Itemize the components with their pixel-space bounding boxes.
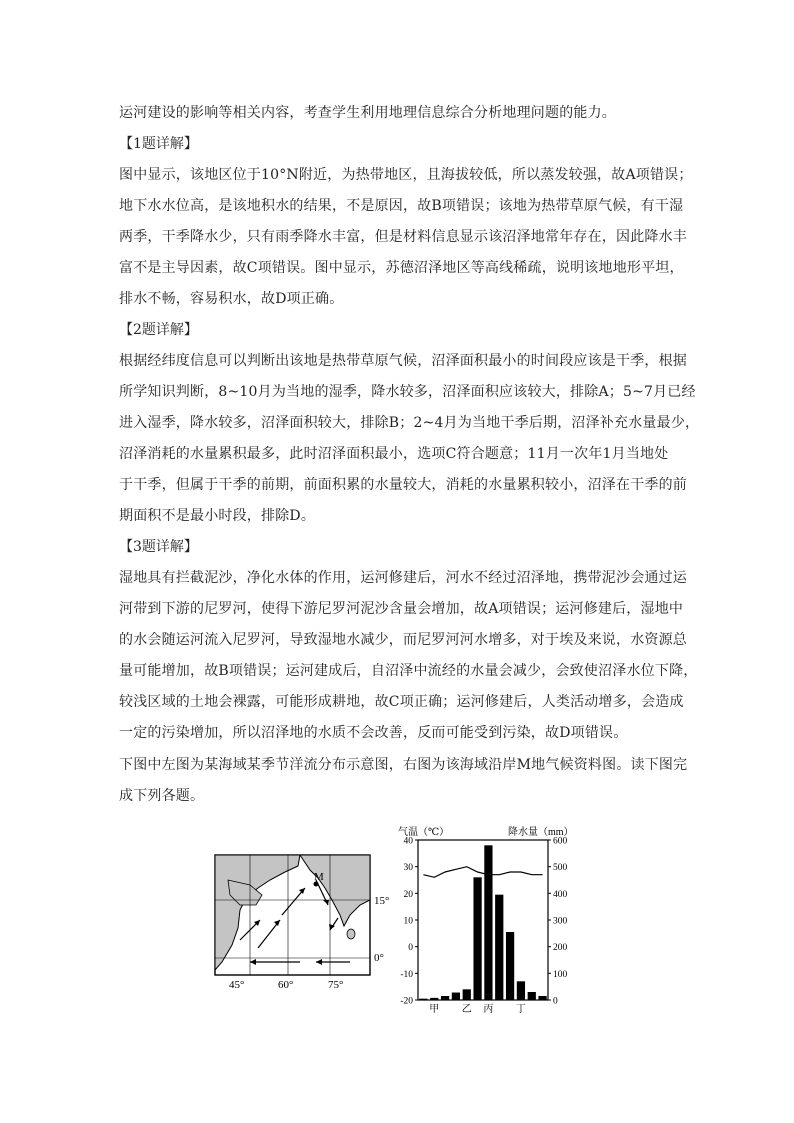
precip-bar-month-5 bbox=[463, 989, 471, 1000]
month-label: 丙 bbox=[483, 1004, 494, 1015]
temp-axis-label: 气温（℃） bbox=[398, 827, 450, 838]
lon-label-75: 75° bbox=[328, 979, 344, 991]
paragraph-line: 排水不畅，容易积水，故D项正确。 bbox=[119, 291, 344, 307]
precip-tick-label: 0 bbox=[553, 996, 558, 1007]
temp-tick-label: 40 bbox=[403, 836, 413, 847]
precip-tick-label: 300 bbox=[553, 916, 568, 927]
paragraph-line: 所学知识判断，8~10月为当地的湿季，降水较多，沼泽面积应该较大，排除A；5~7月已经 bbox=[119, 384, 696, 400]
temp-tick-label: 30 bbox=[403, 863, 413, 874]
paragraph-line: 湿地具有拦截泥沙，净化水体的作用，运河修建后，河水不经过沼泽地，携带泥沙会通过运 bbox=[119, 570, 687, 586]
climate-chart bbox=[398, 825, 574, 1015]
landmass-sri-lanka bbox=[347, 929, 355, 939]
precip-bar-month-3 bbox=[441, 996, 449, 1000]
month-label: 乙 bbox=[461, 1004, 472, 1015]
temp-tick-label: -20 bbox=[400, 996, 413, 1007]
precip-bar-month-11 bbox=[528, 992, 536, 1000]
precip-tick-label: 200 bbox=[553, 943, 568, 954]
paragraph-line: 进入湿季，降水较多，沼泽面积较大，排除B；2~4月为当地干季后期，沼泽补充水量最少， bbox=[119, 415, 700, 431]
paragraph-line: 运河建设的影响等相关内容，考查学生利用地理信息综合分析地理问题的能力。 bbox=[119, 105, 616, 121]
precip-bar-month-10 bbox=[517, 981, 525, 1000]
precip-axis-label: 降水量（mm） bbox=[508, 827, 574, 838]
paragraph-line: 较浅区域的土地会裸露，可能形成耕地，故C项正确；运河修建后，人类活动增多，会造成 bbox=[119, 694, 684, 710]
precip-bar-month-7 bbox=[484, 845, 492, 1000]
precip-bar-month-4 bbox=[452, 993, 460, 1000]
question-intro-line: 成下列各题。 bbox=[119, 788, 205, 804]
precip-tick-label: 100 bbox=[553, 969, 568, 980]
section-heading-3: 【3题详解】 bbox=[119, 539, 198, 555]
precip-tick-label: 600 bbox=[553, 836, 568, 847]
temp-tick-group bbox=[400, 837, 418, 1007]
temp-tick-label: -10 bbox=[400, 969, 413, 980]
point-m-label: M bbox=[314, 871, 324, 883]
precip-bar-month-1 bbox=[419, 999, 427, 1000]
precip-bar-month-12 bbox=[538, 996, 546, 1000]
temp-tick-label: 20 bbox=[403, 889, 413, 900]
precip-tick-label: 500 bbox=[553, 863, 568, 874]
paragraph-line: 沼泽消耗的水量累积最多，此时沼泽面积最小，选项C符合题意；11月一次年1月当地处 bbox=[119, 446, 669, 462]
section-heading-1: 【1题详解】 bbox=[119, 136, 198, 152]
paragraph-line: 图中显示，该地区位于10°N附近，为热带地区，且海拔较低，所以蒸发较强，故A项错误； bbox=[119, 167, 693, 183]
lon-label-60: 60° bbox=[278, 979, 294, 991]
temp-tick-label: 0 bbox=[408, 943, 413, 954]
precip-tick-group bbox=[548, 837, 568, 1007]
temp-tick-label: 10 bbox=[403, 916, 413, 927]
question-intro-line: 下图中左图为某海域某季节洋流分布示意图，右图为该海域沿岸M地气候资料图。读下图完 bbox=[119, 757, 688, 773]
precip-bar-month-6 bbox=[473, 877, 481, 1000]
ocean-current-map bbox=[215, 855, 389, 991]
paragraph-line: 河带到下游的尼罗河，使得下游尼罗河泥沙含量会增加，故A项错误；运河修建后，湿地中 bbox=[119, 601, 684, 617]
month-label: 丁 bbox=[515, 1004, 526, 1015]
paragraph-line: 根据经纬度信息可以判断出该地是热带草原气候，沼泽面积最小的时间段应该是干季，根据 bbox=[119, 353, 687, 369]
paragraph-line: 两季，干季降水少，只有雨季降水丰富，但是材料信息显示该沼泽地常年存在，因此降水丰 bbox=[119, 229, 687, 245]
precip-bars bbox=[419, 845, 546, 1000]
lat-label-0: 0° bbox=[374, 952, 384, 964]
paragraph-line: 期面积不是最小时段，排除D。 bbox=[119, 508, 316, 524]
temperature-line bbox=[423, 867, 542, 878]
paragraph-line: 的水会随运河流入尼罗河，导致湿地水减少，而尼罗河河水增多，对于埃及来说，水资源总 bbox=[119, 632, 687, 648]
lat-label-15: 15° bbox=[374, 895, 390, 907]
precip-tick-label: 400 bbox=[553, 889, 568, 900]
paragraph-line: 地下水水位高，是该地积水的结果，不是原因，故B项错误；该地为热带草原气候，有干湿 bbox=[119, 198, 684, 214]
month-label: 甲 bbox=[429, 1004, 440, 1015]
precip-bar-month-8 bbox=[495, 895, 503, 1000]
paragraph-line: 量可能增加，故B项错误；运河建成后，自沼泽中流经的水量会减少，会致使沼泽水位下降， bbox=[119, 663, 698, 679]
precip-bar-month-2 bbox=[430, 998, 438, 1000]
precip-bar-month-9 bbox=[506, 932, 514, 1000]
lon-label-45: 45° bbox=[229, 979, 245, 991]
paragraph-line: 于干季，但属于干季的前期，前面积累的水量较大，消耗的水量累积较小，沼泽在干季的前 bbox=[119, 477, 687, 493]
paragraph-line: 一定的污染增加，所以沼泽地的水质不会改善，反而可能受到污染，故D项错误。 bbox=[119, 725, 628, 741]
paragraph-line: 富不是主导因素，故C项错误。图中显示，苏德沼泽地区等高线稀疏，说明该地地形平坦， bbox=[119, 260, 684, 276]
section-heading-2: 【2题详解】 bbox=[119, 322, 198, 338]
month-label-group bbox=[429, 1003, 526, 1015]
plot-frame bbox=[418, 840, 548, 1000]
